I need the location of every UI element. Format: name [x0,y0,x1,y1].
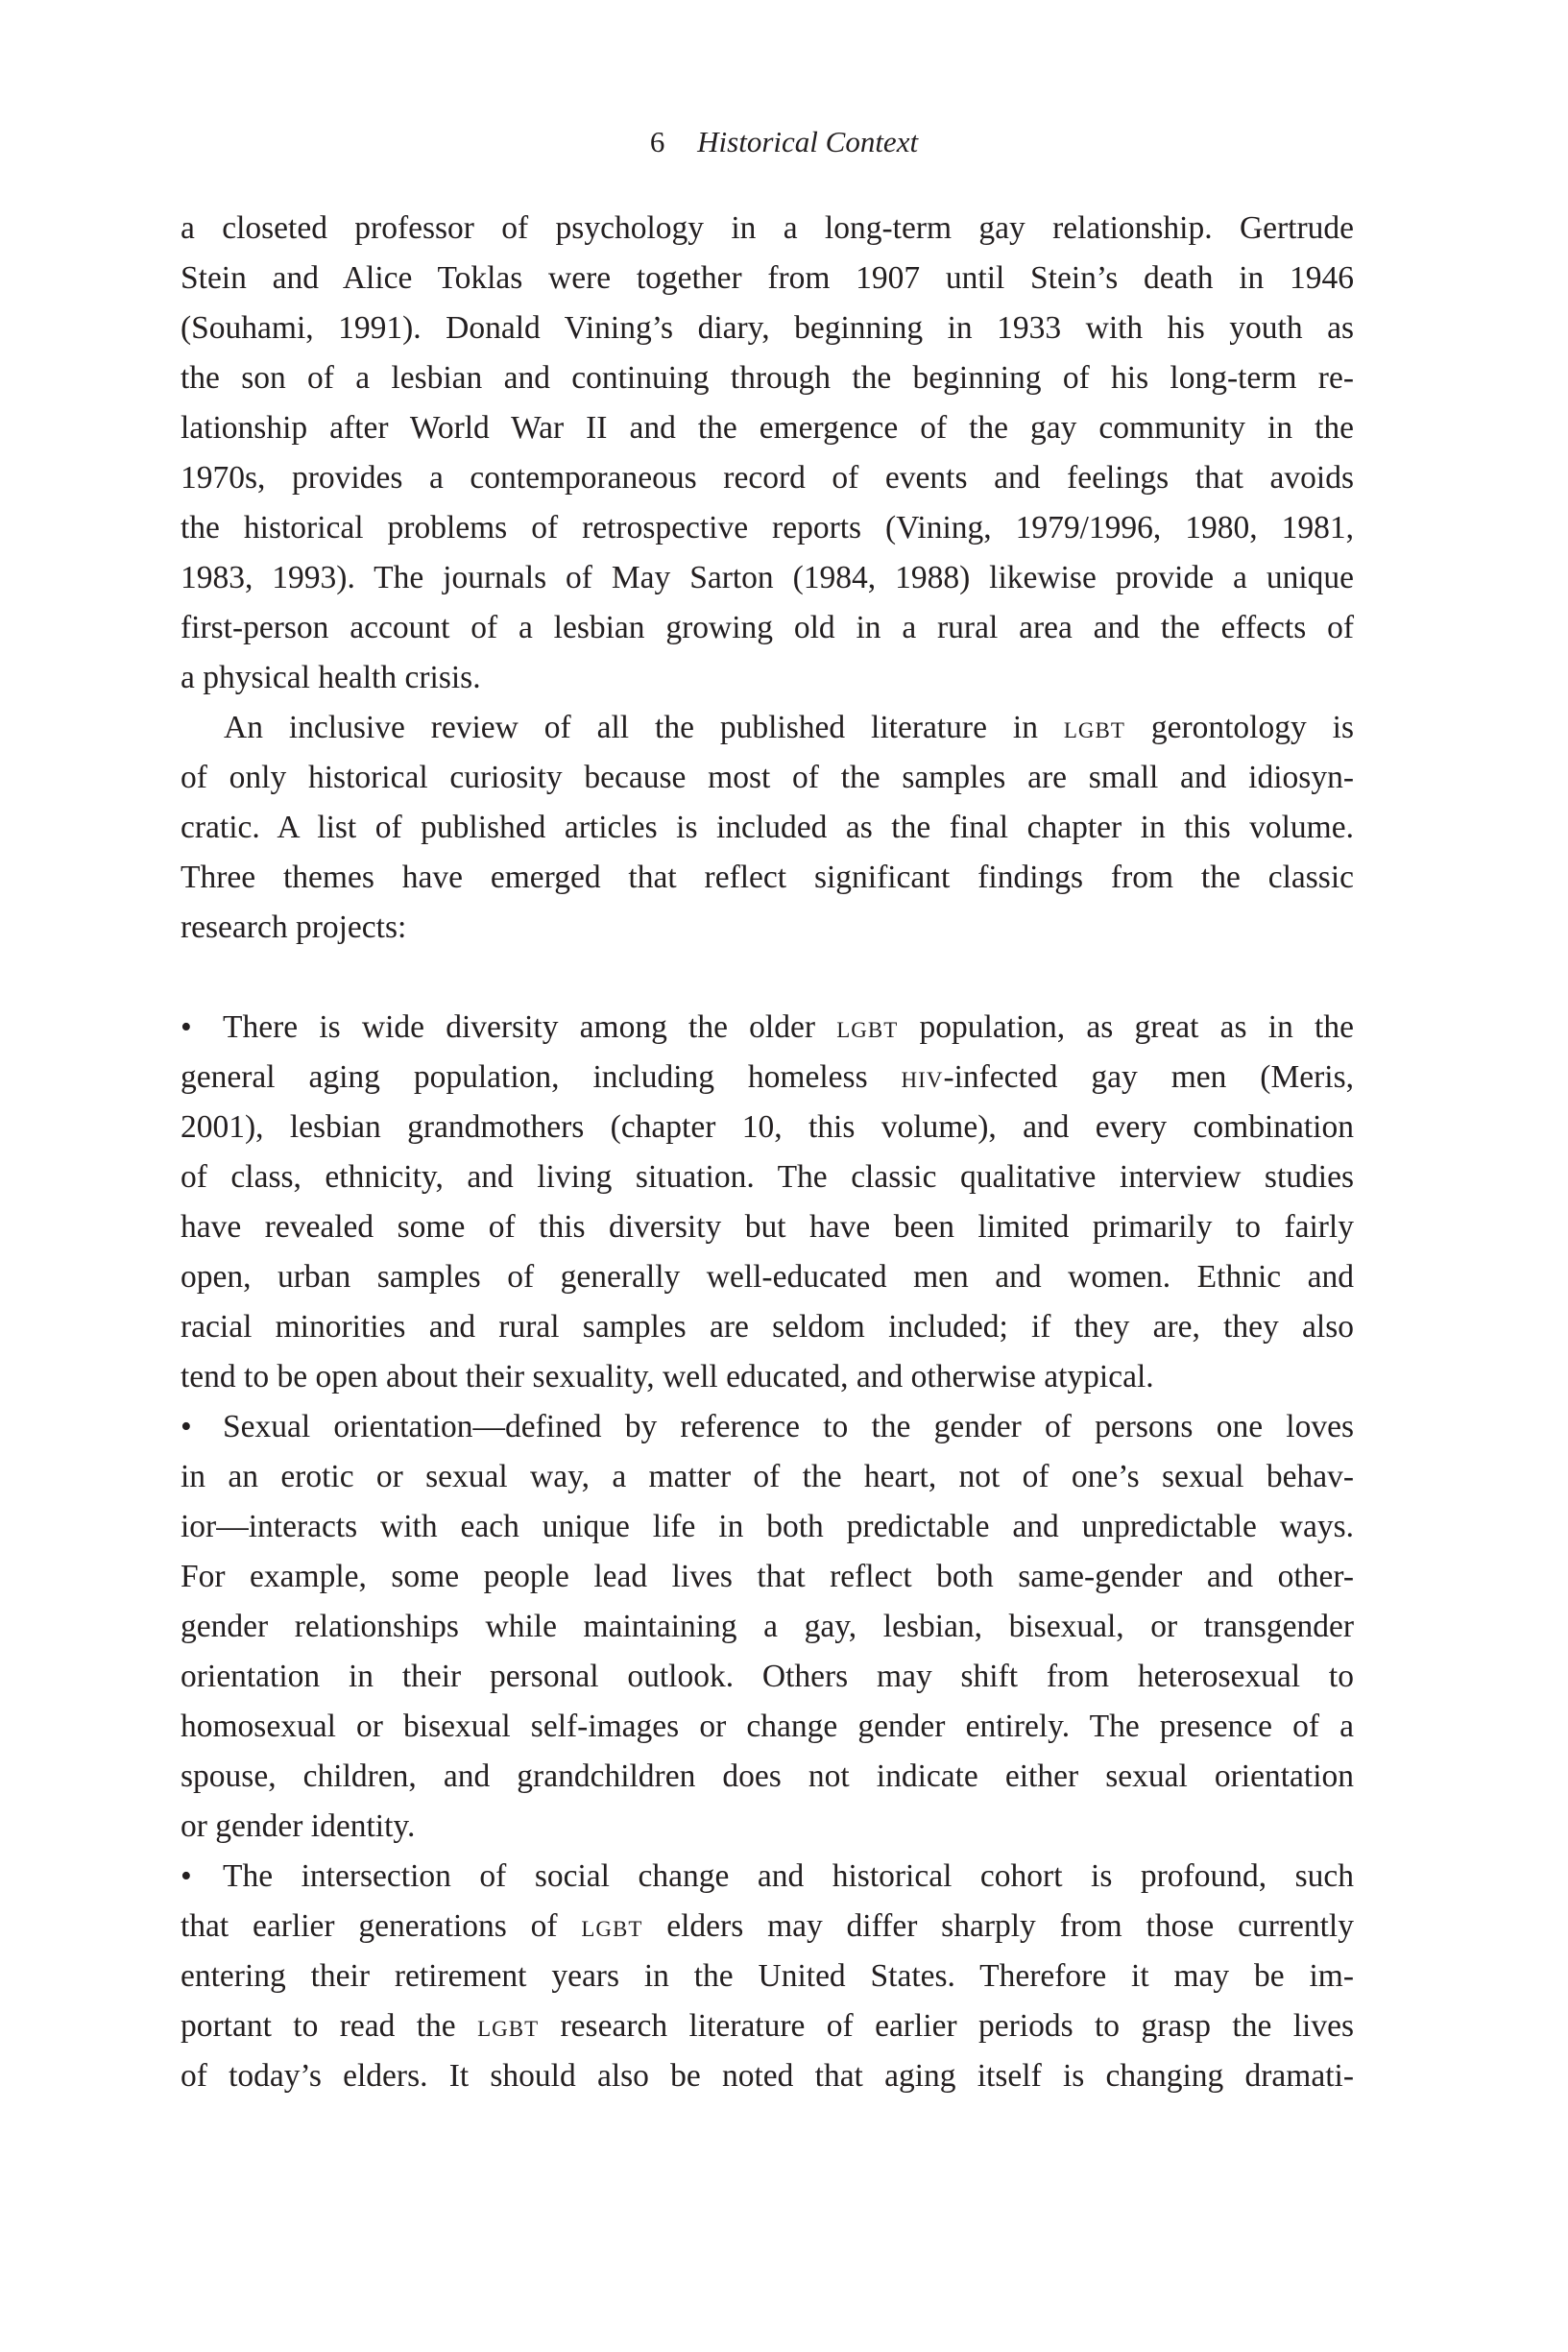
text-line: the historical problems of retrospective reports (Vining, 1979/1996, 1980, 1981, [181,510,1354,546]
text-line: cratic. A list of published articles is included as the final chapter in this volume. [181,810,1354,845]
bullet-icon: • [181,1409,192,1444]
text-line: tend to be open about their sexuality, well educated, and otherwise atypical. [181,1359,1154,1394]
text-line: lationship after World War II and the emergence of the gay community in the [181,410,1354,446]
text-line: in an erotic or sexual way, a matter of the heart, not of one’s sexual behav- [181,1459,1354,1494]
text-line: For example, some people lead lives that reflect both same-gender and other- [181,1559,1354,1594]
text-line: open, urban samples of generally well-educated men and women. Ethnic and [181,1259,1354,1295]
text-line: first-person account of a lesbian growing old in a rural area and the effects of [181,610,1354,645]
text-line: the son of a lesbian and continuing through the beginning of his long-term re- [181,360,1354,396]
text-line: of class, ethnicity, and living situation. The classic qualitative interview studies [181,1159,1354,1195]
text-line: Stein and Alice Toklas were together from 1907 until Stein’s death in 1946 [181,260,1354,296]
text-line: or gender identity. [181,1808,416,1844]
text-line: (Souhami, 1991). Donald Vining’s diary, beginning in 1933 with his youth as [181,310,1354,346]
acronym-small-caps: lgbt [836,1009,899,1045]
text-line: entering their retirement years in the United States. Therefore it may be im- [181,1958,1354,1994]
text-line: spouse, children, and grandchildren does not indicate either sexual orientation [181,1758,1354,1794]
paragraph-spacer [181,953,1354,1003]
paragraph [181,703,1354,953]
text-line: An inclusive review of all the published literature in lgbt gerontology is [224,710,1354,745]
text-line: 1970s, provides a contemporaneous record of events and feelings that avoids [181,460,1354,496]
text-line: homosexual or bisexual self-images or change gender entirely. The presence of a [181,1709,1354,1744]
bullet-item [181,1852,1354,2101]
paragraph [181,204,1354,703]
text-line: • The intersection of social change and historical cohort is profound, such [181,1852,1354,1902]
text-line: of today’s elders. It should also be noted that aging itself is changing dramati- [181,2058,1354,2094]
running-head [0,123,1568,161]
acronym-small-caps: lgbt [477,2008,540,2044]
text-line: gender relationships while maintaining a gay, lesbian, bisexual, or transgender [181,1609,1354,1644]
text-line: a closeted professor of psychology in a long-term gay relationship. Gertrude [181,210,1354,246]
text-line: • There is wide diversity among the older lgbt population, as great as in the [181,1003,1354,1053]
text-line: 2001), lesbian grandmothers (chapter 10, this volume), and every combination [181,1109,1354,1145]
acronym-small-caps: hiv [901,1059,944,1095]
text-line: general aging population, including homeless hiv-infected gay men (Meris, [181,1059,1354,1095]
text-line: 1983, 1993). The journals of May Sarton (1984, 1988) likewise provide a unique [181,560,1354,595]
text-line: ior—interacts with each unique life in both predictable and unpredictable ways. [181,1509,1354,1544]
text-line: orientation in their personal outlook. Others may shift from heterosexual to [181,1659,1354,1694]
text-line: • Sexual orientation—defined by reference to the gender of persons one loves [181,1402,1354,1452]
acronym-small-caps: lgbt [1063,710,1125,745]
text-line: have revealed some of this diversity but have been limited primarily to fairly [181,1209,1354,1245]
page-number: 6 [649,125,665,158]
text-line: Three themes have emerged that reflect significant findings from the classic [181,860,1354,895]
bullet-item [181,1402,1354,1852]
text-line: a physical health crisis. [181,660,481,695]
body-text [181,204,1354,2101]
bullet-icon: • [181,1858,192,1894]
bullet-icon: • [181,1009,192,1045]
acronym-small-caps: lgbt [581,1908,643,1944]
text-line: that earlier generations of lgbt elders may differ sharply from those currently [181,1908,1354,1944]
chapter-title: Historical Context [697,125,919,158]
text-line: racial minorities and rural samples are seldom included; if they are, they also [181,1309,1354,1345]
bullet-item [181,1003,1354,1402]
text-line: portant to read the lgbt research literature of earlier periods to grasp the lives [181,2008,1354,2044]
text-line: research projects: [181,909,407,945]
text-line: of only historical curiosity because most of the samples are small and idiosyn- [181,760,1354,795]
